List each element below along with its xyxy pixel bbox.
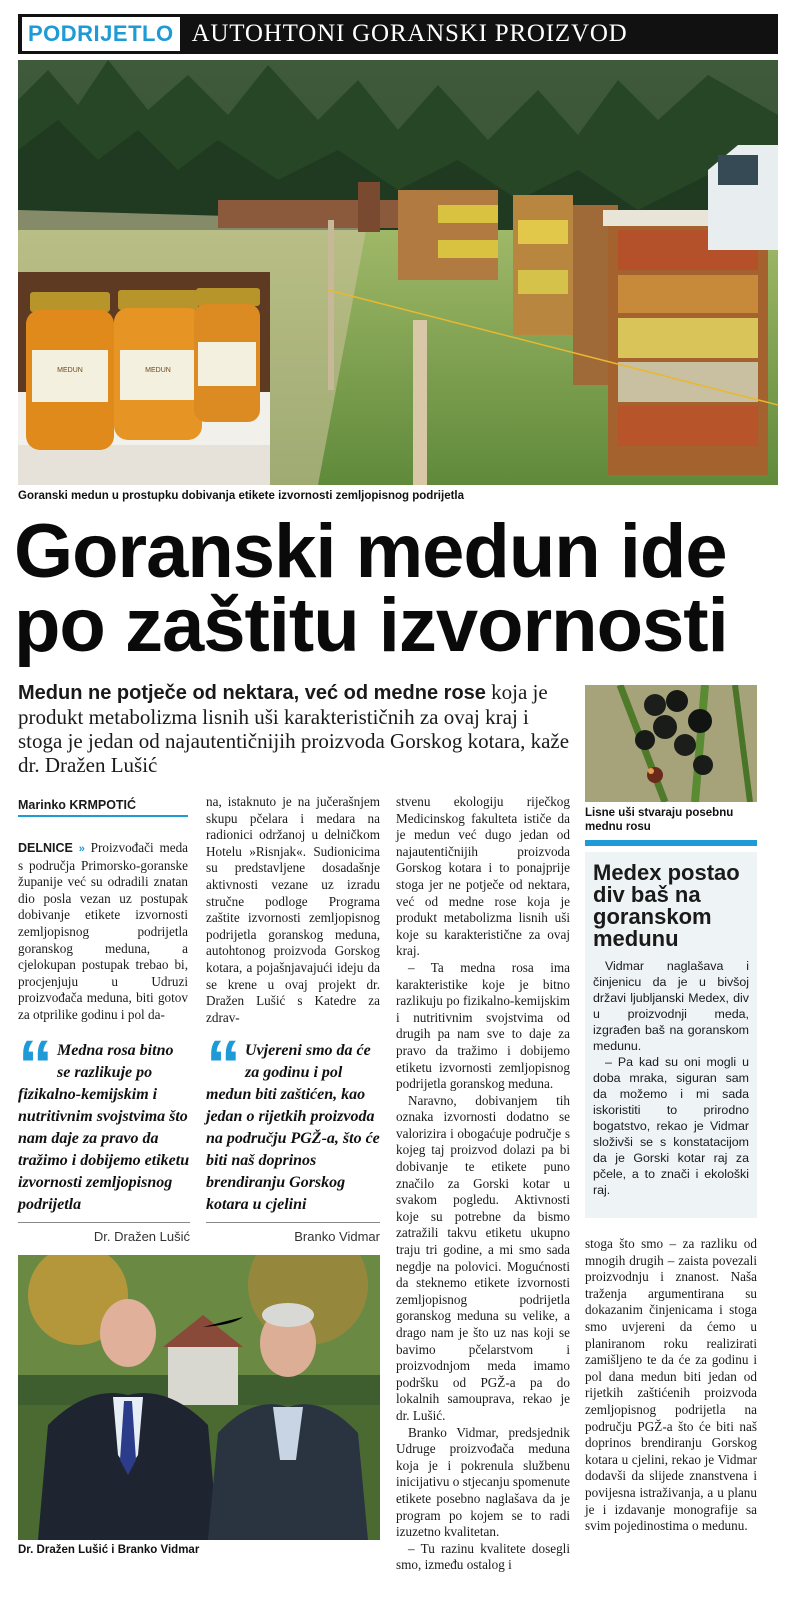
aphids-photo: [585, 685, 757, 802]
headline-line-2: po zaštitu izvornosti: [14, 583, 728, 668]
article-column-2: [206, 794, 380, 1026]
section-banner: [18, 14, 778, 54]
top-photo-caption: Goranski medun u prostupku dobivanja etikete izvornosti zemljopisnog podrijetla: [18, 490, 465, 502]
aphids-illustration: [585, 685, 757, 802]
box-accent-line: [585, 840, 757, 846]
dateline: DELNICE: [18, 841, 73, 855]
quote-mark-icon: “: [18, 1026, 53, 1104]
headline-line-1: Goranski medun ide: [14, 509, 727, 594]
section-tag: PODRIJETLO: [22, 17, 180, 51]
col3-p4: Branko Vidmar, predsjednik Udruge proizvođača meduna koja je i pokrenula službenu inicijativu o stjecanju spomenute etikete posebno naglašava da je program po kojem se to radi izuzetno kvalitetan.: [396, 1424, 570, 1540]
column-2-text: na, istaknuto je na jučerašnjem skupu pčelara i medara na radionici održanoj u delničkom Hotelu »Risnjak«. Sudionicima su predstavljene dosadašnje aktivnosti vezane uz izradu stručne podloge Programa zaštite izvornosti zemljopisnog podrijetla goranskog meduna, autohtonog proizvoda Gorskog kotara, a pojašnjavajući ideju da se krene u ovaj projekt dr. Dražen Lušić s Katedre za zdrav-: [206, 794, 380, 1025]
lead-bold: Medun ne potječe od nektara, već od medne rose: [18, 682, 486, 704]
col3-p2: – Ta medna rosa ima karakteristike koje je bitno razlikuju po fizikalno-kemijskim i nutritivnim svojstvima od drugih pa nam sve to daje za pravo da tražimo i dobijemo etiketu izvornosti zemljopisnog podrijetla goranskog meduna.: [396, 959, 570, 1092]
dateline-arrow-icon: »: [78, 843, 85, 855]
col3-p3: Naravno, dobivanjem tih oznaka izvornosti dodatno se valorizira i obogaćuje područje s kojeg taj proizvod dolazi pa bi dobivanje te etikete puno značilo za Gorski kotar u svakom pogledu. Aktivnosti koje su potrebne da bismo zatražili takvu etiketu ukupno traju tri godine, a mi smo sada negdje na polovici. Mogućnosti da steknemo etikete izvornosti zemljopisnog podrijetla goranskog meduna su velike, a drago nam je što uz nas koji se bavimo pčelarstvom i proizvodnjom meda imamo podršku od PGŽ-a pa do lokalnih samouprava, rekao je dr. Lušić.: [396, 1092, 570, 1423]
box-title: Medex postao div baš na goranskom medunu: [593, 860, 740, 951]
byline: Marinko KRMPOTIĆ: [18, 798, 188, 817]
column-4-text: stoga što smo – za razliku od mnogih drugih – zaista povezali proizvodnju i znanost. Naša traženja argumentirana su dokazanim činjenicama i stoga smo uvjereni da ćemo u planiranom roku realizirati zamišljeno te da će za godinu i pol dana medun biti jedan od rijetkih zaštićenih proizvoda zemljopisnog podrijetla na području PGŽ-a što će biti naš doprinos brendiranju Gorskog kotara u cjelini, rekao je Vidmar dodavši da slijede znanstvena i povijesna istraživanja, a u planu je i izdavanje monografije sa svim pojedinostima o medunu.: [585, 1236, 757, 1534]
portrait-photo: [18, 1255, 380, 1540]
box-p2: – Pa kad su oni mogli u doba mraka, siguran sam da možemo i mi sada iskoristiti to prirodno bogatstvo, rekao je Vidmar složivši se s konstatacijom da je Gorski kotar raj za pčele, a to znači i ekološki raj.: [593, 1055, 749, 1197]
article-column-4: [585, 1236, 757, 1535]
article-column-3: [396, 794, 570, 1574]
box-p1: Vidmar naglašava i činjenicu da je u bivšoj državi ljubljanski Medex, div u proizvodnji meda, izgrađen baš na goranskom medunu.: [593, 959, 749, 1053]
quote-mark-icon: “: [206, 1026, 241, 1104]
svg-text:MEDUN: MEDUN: [145, 367, 171, 374]
sidebar-box: [585, 852, 757, 1218]
article-column-1: [18, 840, 188, 1024]
quote-1-author: Dr. Dražen Lušić: [93, 1229, 190, 1244]
bottom-photo-caption: Dr. Dražen Lušić i Branko Vidmar: [18, 1544, 200, 1556]
svg-text:MEDUN: MEDUN: [57, 367, 83, 374]
portrait-illustration: [18, 1255, 380, 1540]
col3-p5: – Tu razinu kvalitete dosegli smo, između ostalog i: [396, 1540, 570, 1573]
side-photo-caption: Lisne uši stvaraju posebnu mednu rosu: [585, 807, 734, 833]
lead-paragraph: [18, 680, 573, 777]
pull-quote-1: [18, 1026, 190, 1244]
quote-2-author: Branko Vidmar: [294, 1229, 380, 1244]
section-title: AUTOHTONI GORANSKI PROIZVOD: [191, 20, 628, 47]
beehives-illustration: [18, 60, 778, 485]
lead-text: koja je produkt metabolizma lisnih uši karakterističnih za ovaj kraj i stoga je jedan od najautentičnijih proizvoda Gorskog kotara, kaže dr. Dražen Lušić: [18, 680, 570, 777]
column-1-text: Proizvođači meda s područja Primorsko-goranske županije već su odradili znatan dio posla vezan uz postupak dobivanje etikete izvornosti zemljopisnog podrijetla goranskog meduna, a cjelokupan postupak trebao bi, procjenjuju u Udruzi proizvođača meduna, biti gotov za otprilike godinu i pol da-: [18, 840, 189, 1022]
pull-quote-2: [206, 1026, 380, 1244]
headline: [14, 509, 784, 668]
col3-p1: stvenu ekologiju riječkog Medicinskog fakulteta ističe da je medun već dugo jedan od najautentičnijih proizvoda Gorskog kotara i to ponajprije stoga jer ne potječe od nektara, već od medne rose koja je produkt metabolizma lisnih uši koje su karakteristične za ovaj kraj.: [396, 794, 570, 959]
beehives-photo: [18, 60, 778, 485]
quote-1-text: Medna rosa bitno se razlikuje po fizikalno-kemijskim i nutritivnim svojstvima što nam daje za pravo da tražimo i dobijemo etiketu izvornosti zemljopisnog podrijetla: [18, 1042, 190, 1213]
quote-2-text: Uvjereni smo da će za godinu i pol medun biti zaštićen, kao jedan o rijetkih proizvoda na području PGŽ-a, što će biti naš doprinos brendiranju Gorskog kotara u cjelini: [206, 1042, 380, 1213]
